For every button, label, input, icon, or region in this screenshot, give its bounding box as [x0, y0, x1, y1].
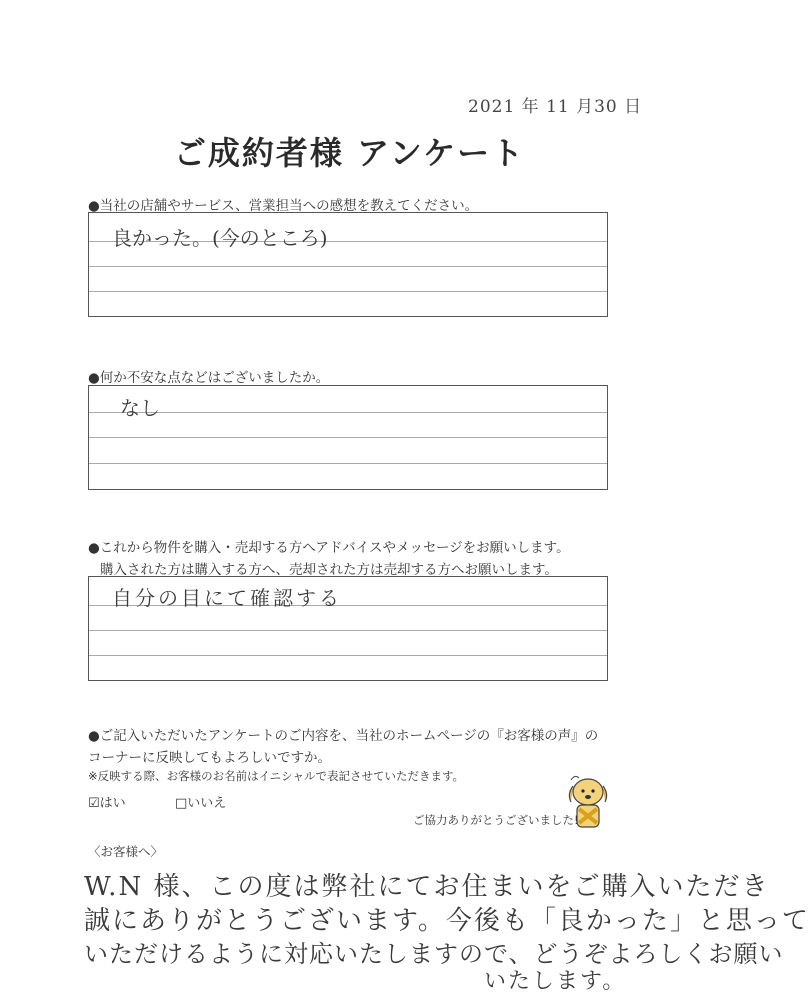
answer-3-text: 自分の目にて確認する: [112, 586, 342, 610]
option-no-checkbox[interactable]: □いいえ: [175, 796, 227, 811]
reply-line-2: 誠にありがとうございます。今後も「良かった」と思って: [84, 906, 810, 936]
reply-heading: 〈お客様へ〉: [88, 844, 164, 859]
reply-line-3: いただけるように対応いたしますので、どうぞよろしくお願い: [84, 940, 784, 968]
initials-note: ※反映する際、お客様のお名前はイニシャルで表記させていただきます。: [88, 769, 465, 783]
page-title: ご成約者様 アンケート: [173, 134, 526, 172]
answer-1-text: 良かった。(今のところ): [112, 226, 328, 250]
survey-date: 2021 年 11 月30 日: [468, 97, 643, 117]
reply-line-1: W.N 様、この度は弊社にてお住まいをご購入いただき: [84, 872, 770, 902]
question-3: ●これから物件を購入・売却する方へアドバイスやメッセージをお願いします。: [88, 540, 570, 556]
option-yes-checkbox[interactable]: ☑はい: [88, 796, 126, 811]
answer-2-text: なし: [120, 396, 160, 420]
thanks-message: ご協力ありがとうございました!: [413, 813, 579, 827]
question-1: ●当社の店舗やサービス、営業担当への感想を教えてください。: [88, 198, 479, 214]
reply-line-4: いたします。: [484, 969, 627, 994]
question-4-subtext: コーナーに反映してもよろしいですか。: [88, 750, 331, 766]
question-3-subtext: 購入された方は購入する方へ、売却された方は売却する方へお願いします。: [100, 562, 558, 578]
answer-box-2[interactable]: [88, 385, 608, 490]
question-2: ●何か不安な点などはございましたか。: [88, 370, 330, 386]
question-4: ●ご記入いただいたアンケートのご内容を、当社のホームページの『お客様の声』の: [88, 728, 599, 744]
